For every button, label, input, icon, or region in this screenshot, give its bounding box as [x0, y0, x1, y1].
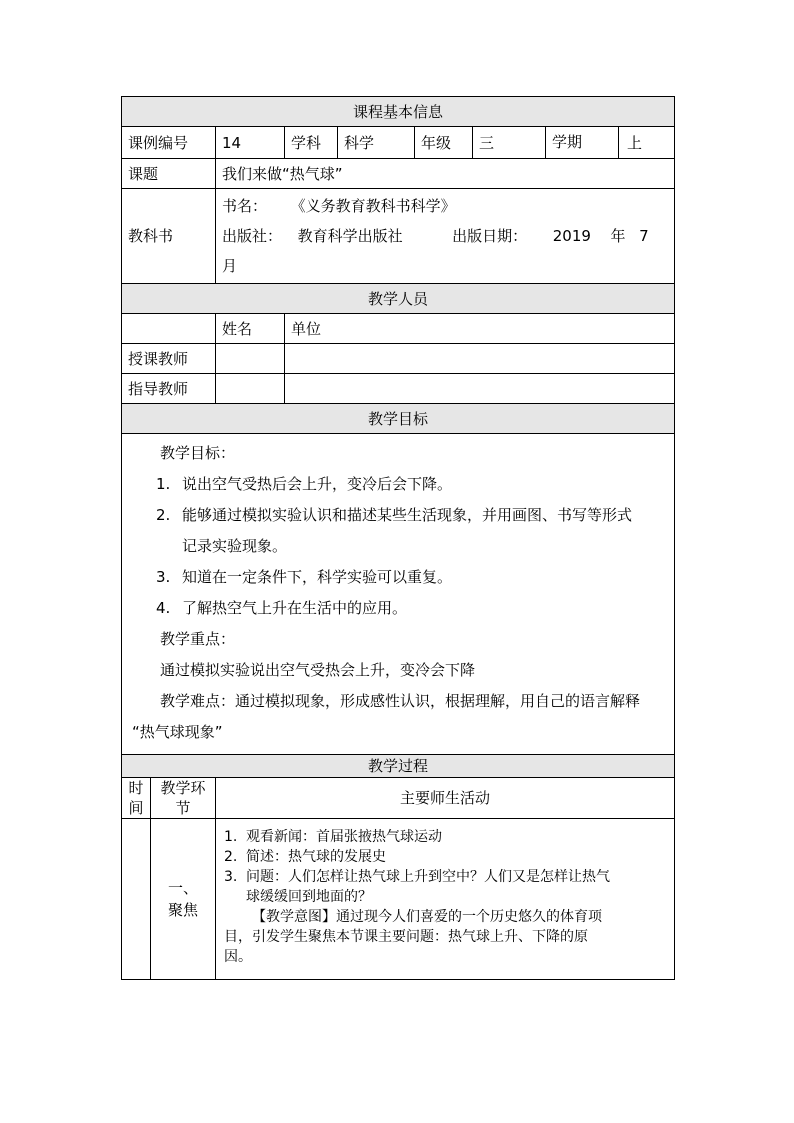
goals-header: 教学目标: [122, 404, 675, 434]
col-stage: 教学环节: [151, 778, 216, 819]
book-name-label: 书名：: [222, 197, 268, 215]
mentor-unit: [285, 374, 675, 404]
textbook-info: [216, 189, 675, 284]
lesson-plan-table: [121, 96, 675, 980]
key-point-label: 教学重点：: [160, 630, 236, 648]
case-no-value: 14: [216, 127, 285, 159]
goals-intro: 教学目标：: [160, 444, 236, 462]
grade-label: 年级: [415, 127, 473, 159]
activity-item-cont: 球缓缓回到地面的？: [246, 889, 372, 905]
stage1-activities: [216, 819, 675, 980]
activity-item: 2. 简述：热气球的发展史: [224, 849, 386, 865]
goal-item: 3. 知道在一定条件下，科学实验可以重复。: [156, 568, 453, 586]
intent-line1: 【教学意图】通过现今人们喜爱的一个历史悠久的体育项: [252, 909, 602, 925]
staff-corner: [122, 314, 216, 344]
year-unit: 年: [610, 227, 626, 245]
pub-year: 2019: [552, 227, 591, 245]
pub-date-label: 出版日期：: [452, 227, 528, 245]
goal-item: 1. 说出空气受热后会上升，变冷后会下降。: [156, 475, 453, 493]
month-unit: 月: [222, 257, 238, 275]
stage1-time: [122, 819, 151, 980]
intent-line3: 因。: [224, 949, 252, 965]
goal-item-cont: 记录实验现象。: [182, 537, 288, 555]
term-value: 上: [627, 133, 643, 152]
basic-info-header: 课程基本信息: [122, 97, 675, 127]
book-name-value: 《义务教育教科书科学》: [290, 197, 456, 215]
pub-month: 7: [639, 227, 649, 245]
subject-label: 学科: [285, 127, 338, 159]
col-activity: 主要师生活动: [216, 778, 675, 819]
goal-item: 4. 了解热空气上升在生活中的应用。: [156, 599, 408, 617]
activity-item: 1. 观看新闻：首届张掖热气球运动: [224, 829, 442, 845]
term-cell: [546, 127, 675, 159]
col-time: 时间: [122, 778, 151, 819]
activity-item: 3. 问题：人们怎样让热气球上升到空中？人们又是怎样让热气: [224, 869, 610, 885]
term-label: 学期: [546, 127, 619, 158]
difficulty-line2: “热气球现象”: [132, 723, 223, 741]
case-no-label: 课例编号: [122, 127, 216, 159]
subject-value: 科学: [338, 127, 415, 159]
staff-header: 教学人员: [122, 284, 675, 314]
goal-item: 2. 能够通过模拟实验认识和描述某些生活现象，并用画图、书写等形式: [156, 506, 633, 524]
grade-value: 三: [473, 127, 546, 159]
key-point-text: 通过模拟实验说出空气受热会上升，变冷会下降: [160, 661, 476, 679]
publisher-value: 教育科学出版社: [297, 227, 403, 245]
process-header: 教学过程: [122, 755, 675, 778]
intent-line2: 目，引发学生聚焦本节课主要问题：热气球上升、下降的原: [224, 929, 588, 945]
staff-unit-col: 单位: [285, 314, 675, 344]
textbook-label: 教科书: [122, 189, 216, 284]
teacher-name: [216, 344, 285, 374]
staff-name-col: 姓名: [216, 314, 285, 344]
difficulty-line1: 教学难点：通过模拟现象，形成感性认识，根据理解，用自己的语言解释: [160, 692, 641, 710]
topic-label: 课题: [122, 159, 216, 189]
teacher-unit: [285, 344, 675, 374]
mentor-name: [216, 374, 285, 404]
teacher-label: 授课教师: [122, 344, 216, 374]
topic-value: 我们来做“热气球”: [216, 159, 675, 189]
mentor-label: 指导教师: [122, 374, 216, 404]
goals-body: [122, 434, 675, 755]
stage1-name: 一、聚焦: [151, 819, 216, 980]
publisher-label: 出版社：: [222, 227, 283, 245]
